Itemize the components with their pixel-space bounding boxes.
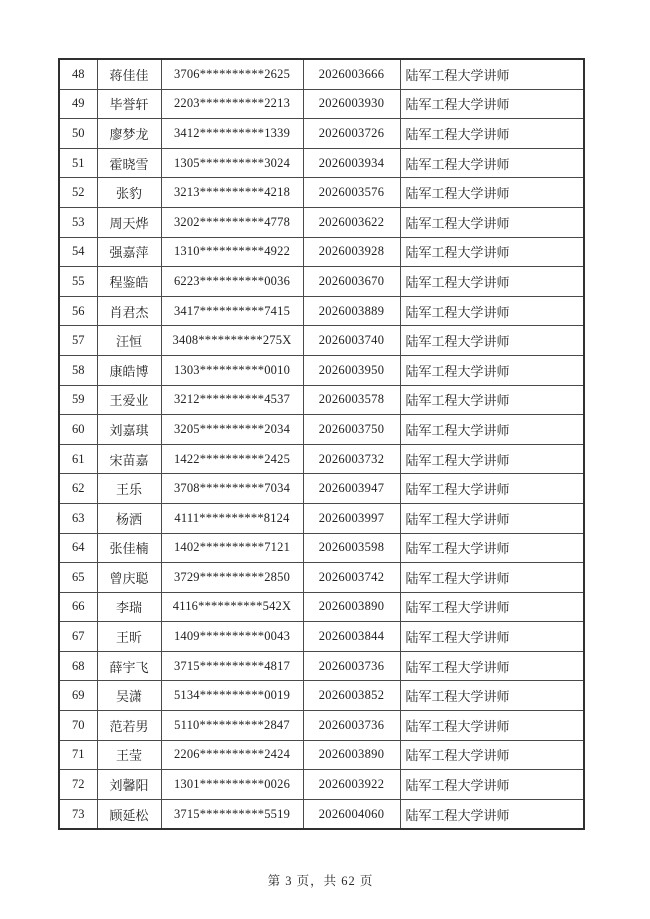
cell-candidate-name: 肖君杰 xyxy=(97,296,161,326)
cell-row-number: 60 xyxy=(59,415,97,445)
cell-position-title: 陆军工程大学讲师 xyxy=(400,237,584,267)
cell-candidate-name: 王昕 xyxy=(97,622,161,652)
cell-id-number-masked: 1303**********0010 xyxy=(161,355,303,385)
cell-position-title: 陆军工程大学讲师 xyxy=(400,563,584,593)
cell-id-number-masked: 3729**********2850 xyxy=(161,563,303,593)
cell-position-title: 陆军工程大学讲师 xyxy=(400,651,584,681)
table-row xyxy=(59,148,584,178)
cell-registration-number: 2026003576 xyxy=(303,178,400,208)
cell-position-title: 陆军工程大学讲师 xyxy=(400,622,584,652)
cell-candidate-name: 刘馨阳 xyxy=(97,770,161,800)
cell-registration-number: 2026003736 xyxy=(303,711,400,741)
cell-candidate-name: 张豹 xyxy=(97,178,161,208)
page-footer: 第 3 页，共 62 页 xyxy=(267,874,374,888)
cell-id-number-masked: 2203**********2213 xyxy=(161,89,303,119)
cell-candidate-name: 顾延松 xyxy=(97,799,161,829)
cell-candidate-name: 曾庆聪 xyxy=(97,563,161,593)
cell-registration-number: 2026003997 xyxy=(303,503,400,533)
cell-row-number: 67 xyxy=(59,622,97,652)
cell-position-title: 陆军工程大学讲师 xyxy=(400,355,584,385)
cell-candidate-name: 李瑞 xyxy=(97,592,161,622)
cell-id-number-masked: 5110**********2847 xyxy=(161,711,303,741)
cell-registration-number: 2026003930 xyxy=(303,89,400,119)
cell-candidate-name: 程鉴皓 xyxy=(97,267,161,297)
cell-id-number-masked: 3212**********4537 xyxy=(161,385,303,415)
cell-row-number: 63 xyxy=(59,503,97,533)
cell-registration-number: 2026003950 xyxy=(303,355,400,385)
cell-candidate-name: 强嘉萍 xyxy=(97,237,161,267)
table-row xyxy=(59,355,584,385)
cell-candidate-name: 廖梦龙 xyxy=(97,119,161,149)
cell-row-number: 64 xyxy=(59,533,97,563)
cell-registration-number: 2026003670 xyxy=(303,267,400,297)
cell-id-number-masked: 1310**********4922 xyxy=(161,237,303,267)
cell-registration-number: 2026003890 xyxy=(303,592,400,622)
cell-row-number: 57 xyxy=(59,326,97,356)
cell-position-title: 陆军工程大学讲师 xyxy=(400,267,584,297)
cell-id-number-masked: 6223**********0036 xyxy=(161,267,303,297)
cell-id-number-masked: 5134**********0019 xyxy=(161,681,303,711)
cell-position-title: 陆军工程大学讲师 xyxy=(400,681,584,711)
cell-candidate-name: 王爱业 xyxy=(97,385,161,415)
cell-id-number-masked: 1301**********0026 xyxy=(161,770,303,800)
cell-id-number-masked: 3715**********4817 xyxy=(161,651,303,681)
cell-position-title: 陆军工程大学讲师 xyxy=(400,178,584,208)
cell-registration-number: 2026003750 xyxy=(303,415,400,445)
cell-row-number: 71 xyxy=(59,740,97,770)
table-row xyxy=(59,119,584,149)
roster-table-body xyxy=(59,59,584,829)
cell-row-number: 58 xyxy=(59,355,97,385)
cell-registration-number: 2026003666 xyxy=(303,59,400,89)
cell-registration-number: 2026003947 xyxy=(303,474,400,504)
cell-registration-number: 2026003622 xyxy=(303,207,400,237)
table-row xyxy=(59,207,584,237)
cell-position-title: 陆军工程大学讲师 xyxy=(400,89,584,119)
table-row xyxy=(59,533,584,563)
cell-position-title: 陆军工程大学讲师 xyxy=(400,799,584,829)
table-row xyxy=(59,326,584,356)
cell-registration-number: 2026003889 xyxy=(303,296,400,326)
roster-table xyxy=(58,58,585,830)
cell-id-number-masked: 3213**********4218 xyxy=(161,178,303,208)
table-row xyxy=(59,267,584,297)
table-row xyxy=(59,89,584,119)
cell-id-number-masked: 4116**********542X xyxy=(161,592,303,622)
cell-position-title: 陆军工程大学讲师 xyxy=(400,444,584,474)
cell-registration-number: 2026003844 xyxy=(303,622,400,652)
cell-registration-number: 2026003934 xyxy=(303,148,400,178)
cell-registration-number: 2026003742 xyxy=(303,563,400,593)
cell-position-title: 陆军工程大学讲师 xyxy=(400,503,584,533)
table-row xyxy=(59,178,584,208)
cell-registration-number: 2026003732 xyxy=(303,444,400,474)
cell-row-number: 53 xyxy=(59,207,97,237)
table-row xyxy=(59,296,584,326)
cell-position-title: 陆军工程大学讲师 xyxy=(400,770,584,800)
cell-row-number: 50 xyxy=(59,119,97,149)
cell-position-title: 陆军工程大学讲师 xyxy=(400,207,584,237)
cell-row-number: 68 xyxy=(59,651,97,681)
cell-row-number: 62 xyxy=(59,474,97,504)
table-row xyxy=(59,563,584,593)
cell-candidate-name: 王莹 xyxy=(97,740,161,770)
cell-row-number: 66 xyxy=(59,592,97,622)
cell-registration-number: 2026004060 xyxy=(303,799,400,829)
cell-registration-number: 2026003726 xyxy=(303,119,400,149)
cell-registration-number: 2026003890 xyxy=(303,740,400,770)
table-row xyxy=(59,503,584,533)
cell-position-title: 陆军工程大学讲师 xyxy=(400,711,584,741)
cell-candidate-name: 毕誉轩 xyxy=(97,89,161,119)
cell-id-number-masked: 4111**********8124 xyxy=(161,503,303,533)
cell-registration-number: 2026003922 xyxy=(303,770,400,800)
cell-id-number-masked: 2206**********2424 xyxy=(161,740,303,770)
cell-candidate-name: 张佳楠 xyxy=(97,533,161,563)
cell-row-number: 73 xyxy=(59,799,97,829)
table-row xyxy=(59,681,584,711)
cell-row-number: 54 xyxy=(59,237,97,267)
cell-position-title: 陆军工程大学讲师 xyxy=(400,592,584,622)
cell-candidate-name: 刘嘉琪 xyxy=(97,415,161,445)
cell-id-number-masked: 3408**********275X xyxy=(161,326,303,356)
table-row xyxy=(59,444,584,474)
cell-row-number: 70 xyxy=(59,711,97,741)
cell-registration-number: 2026003736 xyxy=(303,651,400,681)
cell-position-title: 陆军工程大学讲师 xyxy=(400,59,584,89)
cell-row-number: 65 xyxy=(59,563,97,593)
cell-registration-number: 2026003598 xyxy=(303,533,400,563)
table-row xyxy=(59,474,584,504)
cell-row-number: 56 xyxy=(59,296,97,326)
cell-candidate-name: 杨洒 xyxy=(97,503,161,533)
cell-registration-number: 2026003578 xyxy=(303,385,400,415)
table-row xyxy=(59,740,584,770)
table-row xyxy=(59,237,584,267)
cell-row-number: 69 xyxy=(59,681,97,711)
cell-registration-number: 2026003740 xyxy=(303,326,400,356)
table-row xyxy=(59,711,584,741)
table-row xyxy=(59,622,584,652)
cell-candidate-name: 汪恒 xyxy=(97,326,161,356)
cell-candidate-name: 薛宇飞 xyxy=(97,651,161,681)
cell-id-number-masked: 3706**********2625 xyxy=(161,59,303,89)
cell-candidate-name: 蒋佳佳 xyxy=(97,59,161,89)
cell-position-title: 陆军工程大学讲师 xyxy=(400,119,584,149)
cell-position-title: 陆军工程大学讲师 xyxy=(400,385,584,415)
cell-candidate-name: 王乐 xyxy=(97,474,161,504)
cell-id-number-masked: 3202**********4778 xyxy=(161,207,303,237)
cell-position-title: 陆军工程大学讲师 xyxy=(400,533,584,563)
cell-position-title: 陆军工程大学讲师 xyxy=(400,326,584,356)
cell-row-number: 61 xyxy=(59,444,97,474)
cell-id-number-masked: 3417**********7415 xyxy=(161,296,303,326)
table-row xyxy=(59,770,584,800)
cell-position-title: 陆军工程大学讲师 xyxy=(400,474,584,504)
cell-candidate-name: 宋苗嘉 xyxy=(97,444,161,474)
cell-candidate-name: 周天烨 xyxy=(97,207,161,237)
table-row xyxy=(59,799,584,829)
table-row xyxy=(59,651,584,681)
cell-id-number-masked: 3412**********1339 xyxy=(161,119,303,149)
cell-id-number-masked: 3205**********2034 xyxy=(161,415,303,445)
cell-position-title: 陆军工程大学讲师 xyxy=(400,148,584,178)
table-row xyxy=(59,385,584,415)
cell-row-number: 51 xyxy=(59,148,97,178)
cell-id-number-masked: 1409**********0043 xyxy=(161,622,303,652)
cell-candidate-name: 霍晓雪 xyxy=(97,148,161,178)
cell-row-number: 55 xyxy=(59,267,97,297)
cell-row-number: 48 xyxy=(59,59,97,89)
cell-id-number-masked: 3715**********5519 xyxy=(161,799,303,829)
cell-row-number: 49 xyxy=(59,89,97,119)
cell-id-number-masked: 1422**********2425 xyxy=(161,444,303,474)
table-row xyxy=(59,415,584,445)
cell-id-number-masked: 1305**********3024 xyxy=(161,148,303,178)
cell-row-number: 72 xyxy=(59,770,97,800)
cell-row-number: 59 xyxy=(59,385,97,415)
cell-registration-number: 2026003852 xyxy=(303,681,400,711)
cell-candidate-name: 康皓博 xyxy=(97,355,161,385)
cell-position-title: 陆军工程大学讲师 xyxy=(400,415,584,445)
cell-row-number: 52 xyxy=(59,178,97,208)
cell-id-number-masked: 3708**********7034 xyxy=(161,474,303,504)
cell-position-title: 陆军工程大学讲师 xyxy=(400,296,584,326)
table-row xyxy=(59,59,584,89)
cell-position-title: 陆军工程大学讲师 xyxy=(400,740,584,770)
cell-candidate-name: 吴潇 xyxy=(97,681,161,711)
table-row xyxy=(59,592,584,622)
cell-registration-number: 2026003928 xyxy=(303,237,400,267)
cell-candidate-name: 范若男 xyxy=(97,711,161,741)
cell-id-number-masked: 1402**********7121 xyxy=(161,533,303,563)
